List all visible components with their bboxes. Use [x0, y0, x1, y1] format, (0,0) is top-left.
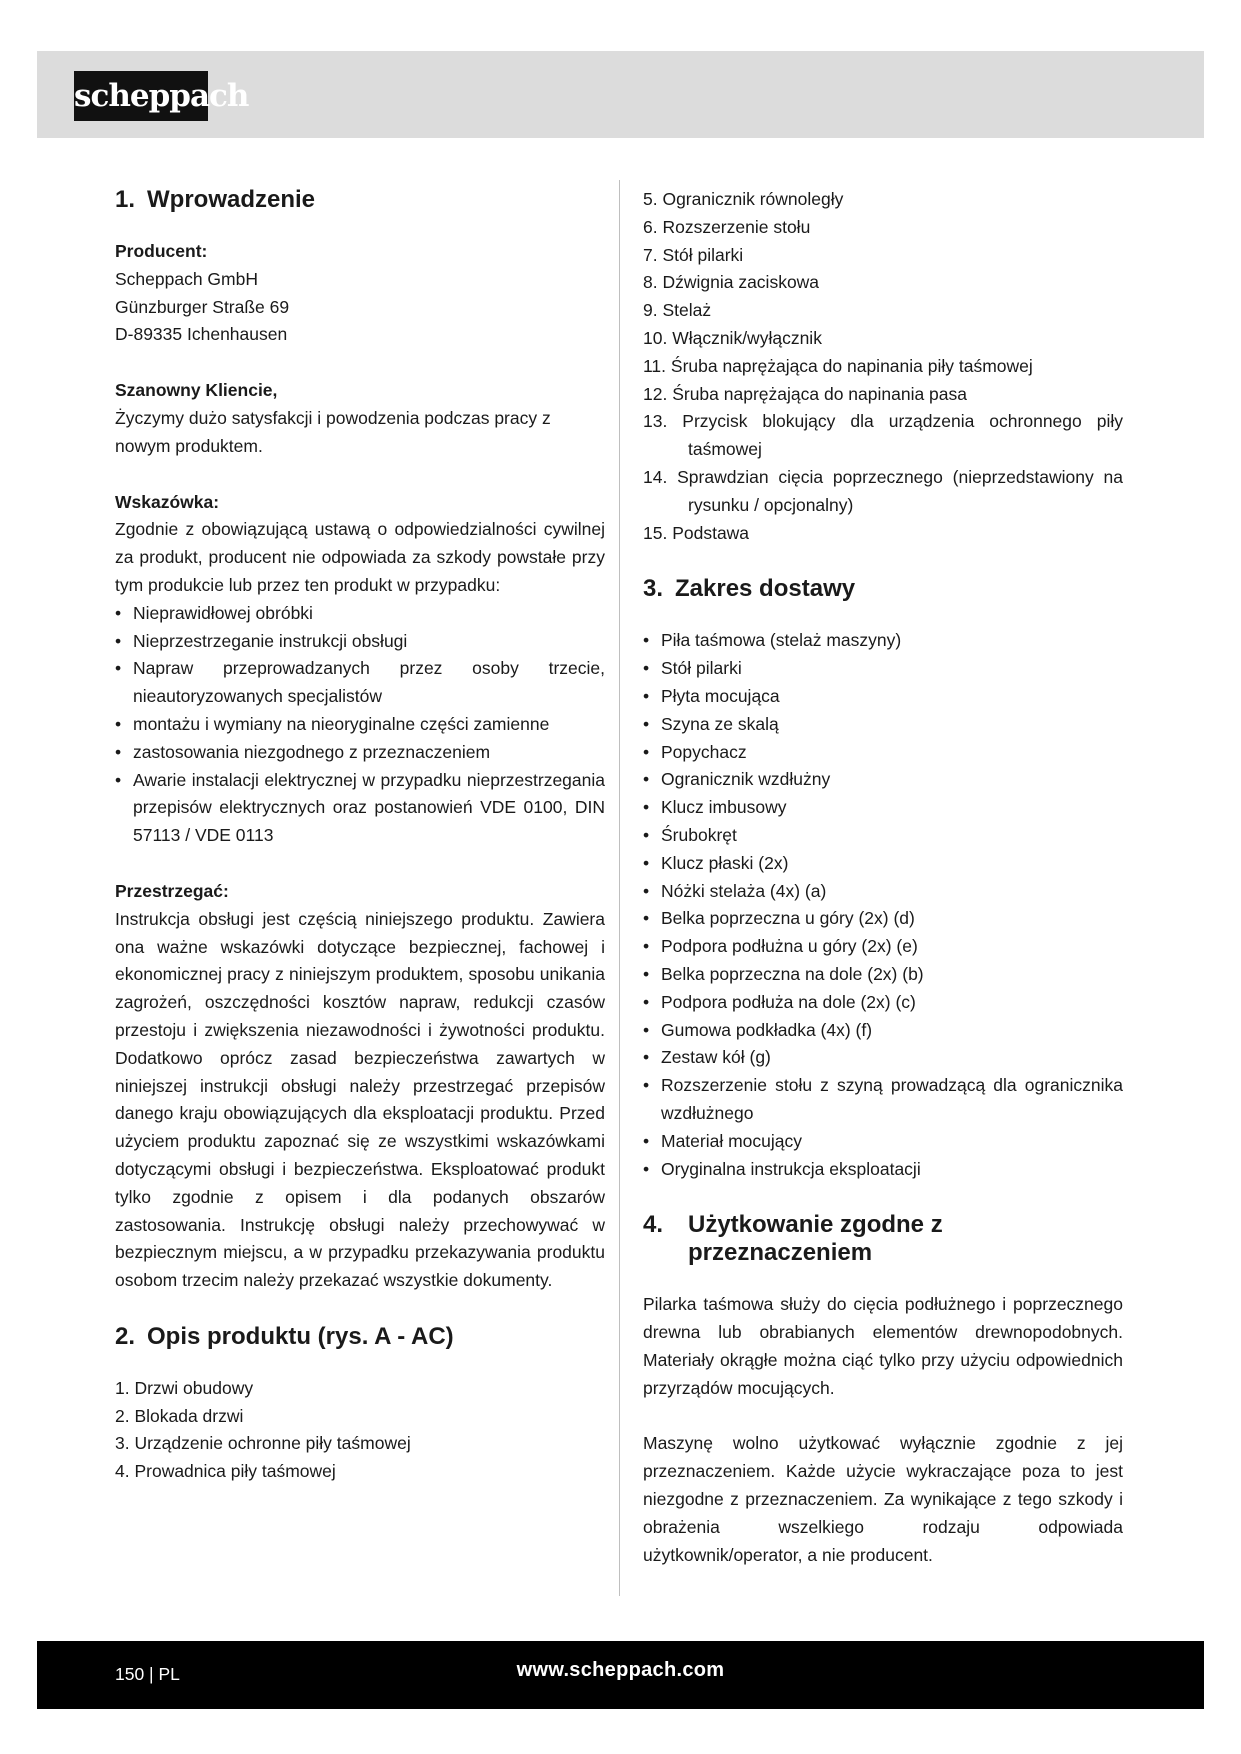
note-label: Wskazówka:	[115, 491, 220, 512]
list-item: 8. Dźwignia zaciskowa	[643, 272, 820, 293]
intended-use-paragraph-1: Pilarka taśmowa służy do cięcia podłużnego i poprzecznego drewna lub obrabianych elementów drewnopodobnych. Materiały okrągłe można ciąć tylko przy użyciu odpowiednich przyrządów mocujących.	[643, 1294, 1123, 1398]
column-divider	[619, 180, 620, 1596]
list-item: • Belka poprzeczna u góry (2x) (d)	[643, 905, 1123, 933]
list-item: 1. Drzwi obudowy	[115, 1377, 254, 1398]
list-item: 4. Prowadnica piły taśmowej	[115, 1461, 336, 1482]
list-item: • Belka poprzeczna na dole (2x) (b)	[643, 961, 1123, 989]
note-list	[115, 600, 605, 850]
product-parts-list	[115, 1375, 605, 1486]
website-link[interactable]: www.scheppach.com	[516, 1659, 725, 1681]
list-item: • Ogranicznik wzdłużny	[643, 766, 1123, 794]
list-item: 13. Przycisk blokujący dla urządzenia ochronnego piły taśmowej	[643, 411, 1123, 460]
list-item: 15. Podstawa	[643, 522, 750, 543]
list-item: • Materiał mocujący	[643, 1128, 1123, 1156]
list-item: • Piła taśmowa (stelaż maszyny)	[643, 627, 1123, 655]
list-item: 9. Stelaż	[643, 300, 712, 321]
list-item: • Popychacz	[643, 739, 1123, 767]
list-item: • Klucz imbusowy	[643, 794, 1123, 822]
list-item: • Gumowa podkładka (4x) (f)	[643, 1017, 1123, 1045]
greeting-text: Życzymy dużo satysfakcji i powodzenia podczas pracy z nowym produktem.	[115, 407, 551, 456]
note-text: Zgodnie z obowiązującą ustawą o odpowiedzialności cywilnej za produkt, producent nie odpowiada za szkody powstałe przy tym produkcie lub przez ten produkt w przypadku:	[115, 519, 605, 595]
list-item: • Nieprawidłowej obróbki	[115, 600, 605, 628]
list-item: • Napraw przeprowadzanych przez osoby trzecie, nieautoryzowanych specjalistów	[115, 655, 605, 711]
product-parts-list-continued	[643, 186, 1123, 547]
list-item: 6. Rozszerzenie stołu	[643, 216, 811, 237]
list-item: 12. Śruba naprężająca do napinania pasa	[643, 383, 967, 404]
list-item: • montażu i wymiany na nieoryginalne części zamienne	[115, 711, 605, 739]
delivery-list	[643, 627, 1123, 1183]
list-item: 2. Blokada drzwi	[115, 1405, 244, 1426]
list-item: • Zestaw kół (g)	[643, 1044, 1123, 1072]
page-header	[37, 51, 1204, 138]
producer-line: Günzburger Straße 69	[115, 296, 290, 317]
section-3-heading: 3. Zakres dostawy	[643, 575, 856, 603]
list-item: 7. Stół pilarki	[643, 244, 744, 265]
list-item: • Oryginalna instrukcja eksploatacji	[643, 1156, 1123, 1184]
list-item: 3. Urządzenie ochronne piły taśmowej	[115, 1433, 411, 1454]
list-item: • Nieprzestrzeganie instrukcji obsługi	[115, 628, 605, 656]
list-item: 5. Ogranicznik równoległy	[643, 189, 844, 209]
list-item: • Szyna ze skalą	[643, 711, 1123, 739]
observe-label: Przestrzegać:	[115, 880, 229, 901]
left-column	[115, 186, 605, 1486]
section-4-heading: 4. Użytkowanie zgodne z przeznaczeniem	[643, 1211, 943, 1267]
scheppach-logo: scheppach	[74, 71, 208, 121]
intended-use-paragraph-2: Maszynę wolno użytkować wyłącznie zgodnie z jej przeznaczeniem. Każde użycie wykraczające poza to jest niezgodne z przeznaczeniem. Za wynikające z tego szkody i obrażenia wszelkiego rodzaju odpowiada użytkownik/operator, a nie producent.	[643, 1433, 1123, 1565]
list-item: • Stół pilarki	[643, 655, 1123, 683]
list-item: 10. Włącznik/wyłącznik	[643, 327, 822, 348]
list-item: • Klucz płaski (2x)	[643, 850, 1123, 878]
producer-line: D-89335 Ichenhausen	[115, 324, 288, 345]
list-item: • Awarie instalacji elektrycznej w przypadku nieprzestrzegania przepisów elektrycznych oraz postanowień VDE 0100, DIN 57113 / VDE 0113	[115, 767, 605, 850]
list-item: • Podpora podłużna u góry (2x) (e)	[643, 933, 1123, 961]
list-item: • Nóżki stelaża (4x) (a)	[643, 878, 1123, 906]
page-number: 150 | PL	[115, 1664, 180, 1684]
section-1-heading: 1. Wprowadzenie	[115, 186, 316, 213]
list-item: • Rozszerzenie stołu z szyną prowadzącą dla ogranicznika wzdłużnego	[643, 1072, 1123, 1128]
list-item: • Śrubokręt	[643, 822, 1123, 850]
list-item: • zastosowania niezgodnego z przeznaczeniem	[115, 739, 605, 767]
greeting-label: Szanowny Kliencie,	[115, 380, 278, 401]
producer-label: Producent:	[115, 241, 208, 261]
list-item: • Podpora podłuża na dole (2x) (c)	[643, 989, 1123, 1017]
list-item: • Płyta mocująca	[643, 683, 1123, 711]
producer-line: Scheppach GmbH	[115, 268, 258, 289]
list-item: 11. Śruba naprężająca do napinania piły taśmowej	[643, 355, 1033, 376]
section-2-heading: 2. Opis produktu (rys. A - AC)	[115, 1322, 454, 1350]
list-item: 14. Sprawdzian cięcia poprzecznego (nieprzedstawiony na rysunku / opcjonalny)	[643, 466, 1123, 515]
right-column	[643, 186, 1123, 1569]
observe-text: Instrukcja obsługi jest częścią niniejszego produktu. Zawiera ona ważne wskazówki dotyczące bezpiecznej, fachowej i ekonomicznej pracy z niniejszym produktem, sposobu unikania zagrożeń, oszczędności kosztów napraw, redukcji czasów przestoju i zwiększenia niezawodności i żywotności produktu. Dodatkowo oprócz zasad bezpieczeństwa zawartych w niniejszej instrukcji obsługi należy przestrzegać przepisów danego kraju obowiązujących dla eksploatacji produktu. Przed użyciem produktu zapoznać się ze wszystkimi wskazówkami dotyczącymi obsługi i bezpieczeństwa. Eksploatować produkt tylko zgodnie z opisem i dla podanych obszarów zastosowania. Instrukcję obsługi należy przechowywać w bezpiecznym miejscu, a w przypadku przekazywania produktu osobom trzecim należy przekazać wszystkie dokumenty.	[115, 908, 605, 1291]
page-footer	[37, 1641, 1204, 1709]
